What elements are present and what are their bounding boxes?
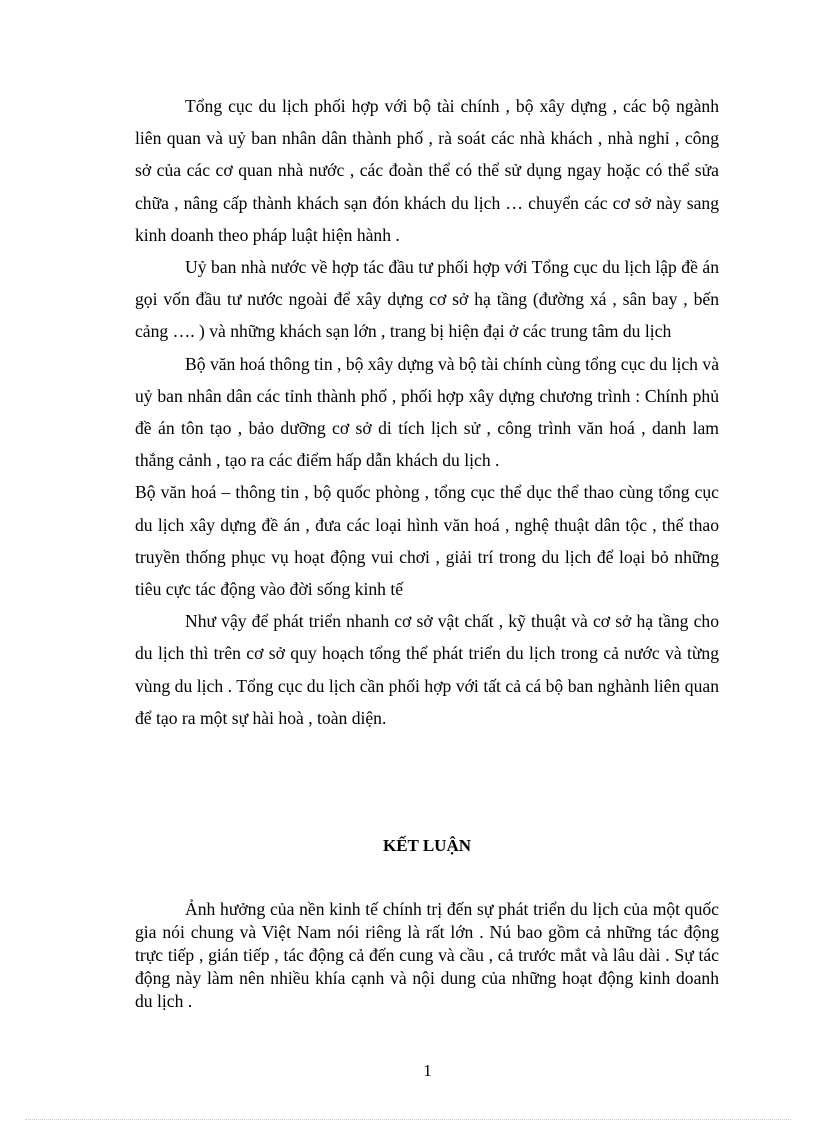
page-bottom-border [25, 1119, 791, 1120]
page-number: 1 [423, 1061, 432, 1080]
paragraph-culture-sports: Bộ văn hoá – thông tin , bộ quốc phòng , tổng cục thể dục thể thao cùng tổng cục du lịch xây dựng đề án , đưa các loại hình văn hoá , nghệ thuật dân tộc , thể thao truyền thống phục vụ hoạt động vui chơi , giải trí trong du lịch để loại bỏ những tiêu cực tác động vào đời sống kinh tế [135, 482, 719, 600]
conclusion-heading: KẾT LUẬN [382, 836, 471, 855]
paragraph-culture-ministry: Bộ văn hoá thông tin , bộ xây dựng và bộ tài chính cùng tổng cục du lịch và uỷ ban nhân dân các tỉnh thành phố , phối hợp xây dựng chương trình : Chính phủ đề án tôn tạo , bảo dưỡng cơ sở di tích lịch sử , công trình văn hoá , danh lam thắng cảnh , tạo ra các điểm hấp dẫn khách du lịch . [135, 353, 719, 471]
body-text [135, 90, 719, 734]
conclusion-paragraph: Ảnh hưởng của nền kinh tế chính trị đến sự phát triển du lịch của một quốc gia nói chung và Việt Nam nói riêng là rất lớn . Nú bao gồm cả những tác động trực tiếp , gián tiếp , tác động cả đến cung và cầu , cả trước mắt và lâu dài . Sự tác động này làm nên nhiều khía cạnh và nội dung của những hoạt động kinh doanh du lịch . [135, 899, 719, 1011]
paragraph-tourism-administration: Tổng cục du lịch phối hợp với bộ tài chính , bộ xây dựng , các bộ ngành liên quan và uỷ ban nhân dân thành phố , rà soát các nhà khách , nhà nghỉ , công sở của các cơ quan nhà nước , các đoàn thể có thể sử dụng ngay hoặc có thể sửa chữa , nâng cấp thành khách sạn đón khách du lịch … chuyển các cơ sở này sang kinh doanh theo pháp luật hiện hành . [135, 96, 719, 245]
paragraph-summary: Như vậy để phát triển nhanh cơ sở vật chất , kỹ thuật và cơ sở hạ tầng cho du lịch thì trên cơ sở quy hoạch tổng thể phát triển du lịch trong cả nước và từng vùng du lịch . Tổng cục du lịch cần phối hợp với tất cả cá bộ ban nghành liên quan để tạo ra một sự hài hoà , toàn diện. [135, 611, 719, 728]
paragraph-investment-committee: Uỷ ban nhà nước về hợp tác đầu tư phối hợp với Tổng cục du lịch lập đề án gọi vốn đầu tư nước ngoài để xây dựng cơ sở hạ tầng (đường xá , sân bay , bến cảng …. ) và những khách sạn lớn , trang bị hiện đại ở các trung tâm du lịch [135, 257, 719, 342]
